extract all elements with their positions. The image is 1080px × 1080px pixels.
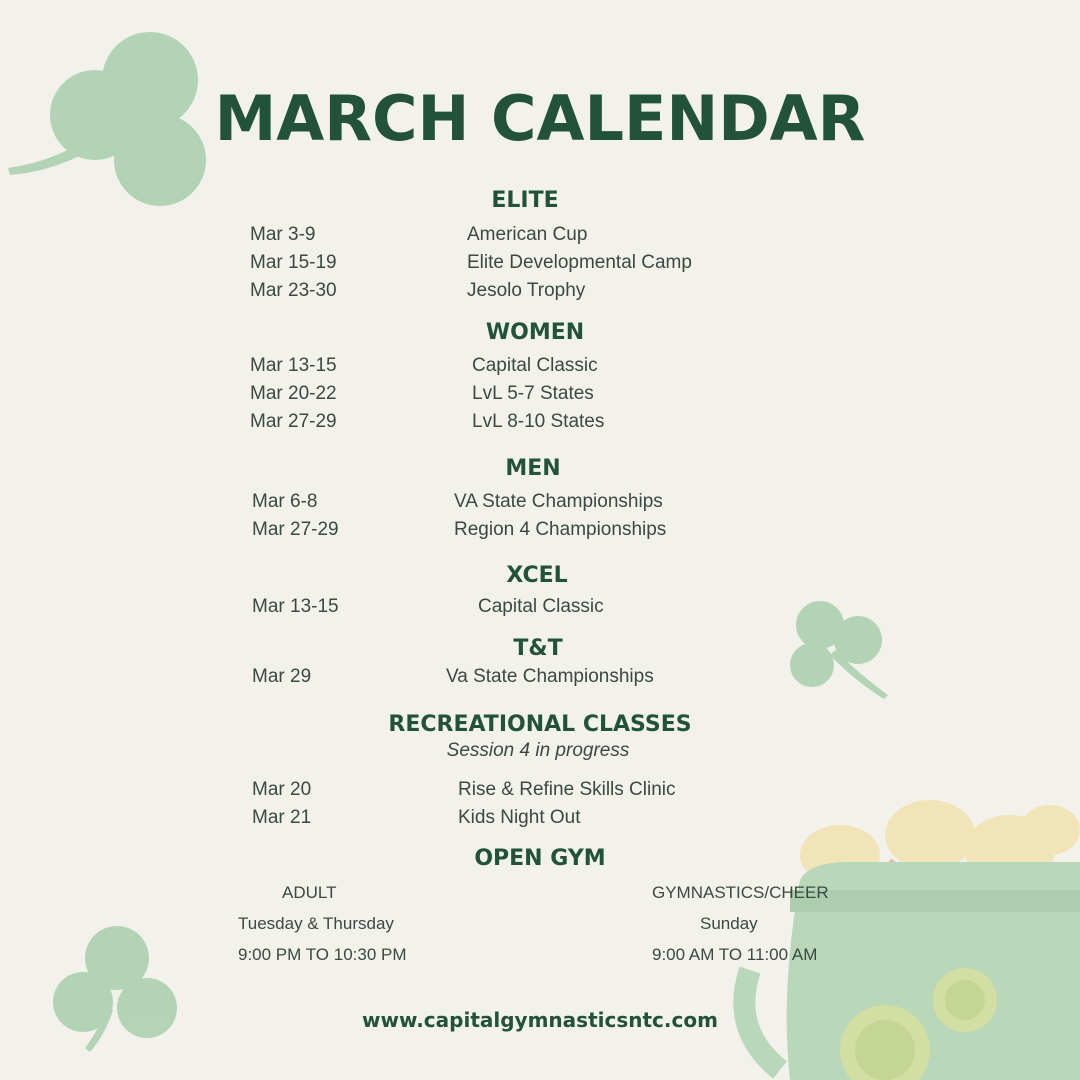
event-date: Mar 29 [252,666,312,687]
section-heading-men: MEN [505,456,561,481]
section-heading-xcel: XCEL [506,563,568,588]
open-gym-cheer-time: 9:00 AM TO 11:00 AM [652,945,818,964]
event-date: Mar 13-15 [252,596,339,617]
event-date: Mar 20-22 [250,383,337,404]
event-date: Mar 3-9 [250,224,316,245]
event-date: Mar 20 [252,779,312,800]
pot-of-gold-icon [720,790,1080,1080]
event-date: Mar 27-29 [250,411,337,432]
event-name: Region 4 Championships [454,519,667,540]
event-name: VA State Championships [454,491,663,512]
open-gym-cheer-label: GYMNASTICS/CHEER [652,883,829,902]
section-heading-recreational: RECREATIONAL CLASSES [388,712,692,737]
event-date: Mar 21 [252,807,312,828]
open-gym-adult-days: Tuesday & Thursday [238,914,394,933]
event-name: Va State Championships [446,666,654,687]
event-name: Jesolo Trophy [467,280,586,301]
event-date: Mar 15-19 [250,252,337,273]
open-gym-adult-label: ADULT [282,883,337,902]
event-date: Mar 13-15 [250,355,337,376]
event-name: Kids Night Out [458,807,581,828]
event-date: Mar 27-29 [252,519,339,540]
event-name: LvL 8-10 States [472,411,605,432]
event-name: Elite Developmental Camp [467,252,692,273]
event-name: Capital Classic [478,596,604,617]
section-heading-open-gym: OPEN GYM [474,846,606,871]
page-title: MARCH CALENDAR [214,82,866,155]
shamrock-icon [45,920,185,1060]
open-gym-cheer-days: Sunday [700,914,758,933]
section-heading-women: WOMEN [485,320,585,345]
event-name: American Cup [467,224,588,245]
section-heading-tt: T&T [513,636,563,661]
event-name: LvL 5-7 States [472,383,594,404]
section-subtitle: Session 4 in progress [446,740,630,761]
event-date: Mar 23-30 [250,280,337,301]
open-gym-adult-time: 9:00 PM TO 10:30 PM [238,945,407,964]
event-name: Capital Classic [472,355,598,376]
section-heading-elite: ELITE [491,188,559,213]
event-name: Rise & Refine Skills Clinic [458,779,676,800]
website-link[interactable]: www.capitalgymnasticsntc.com [362,1008,718,1032]
event-date: Mar 6-8 [252,491,318,512]
